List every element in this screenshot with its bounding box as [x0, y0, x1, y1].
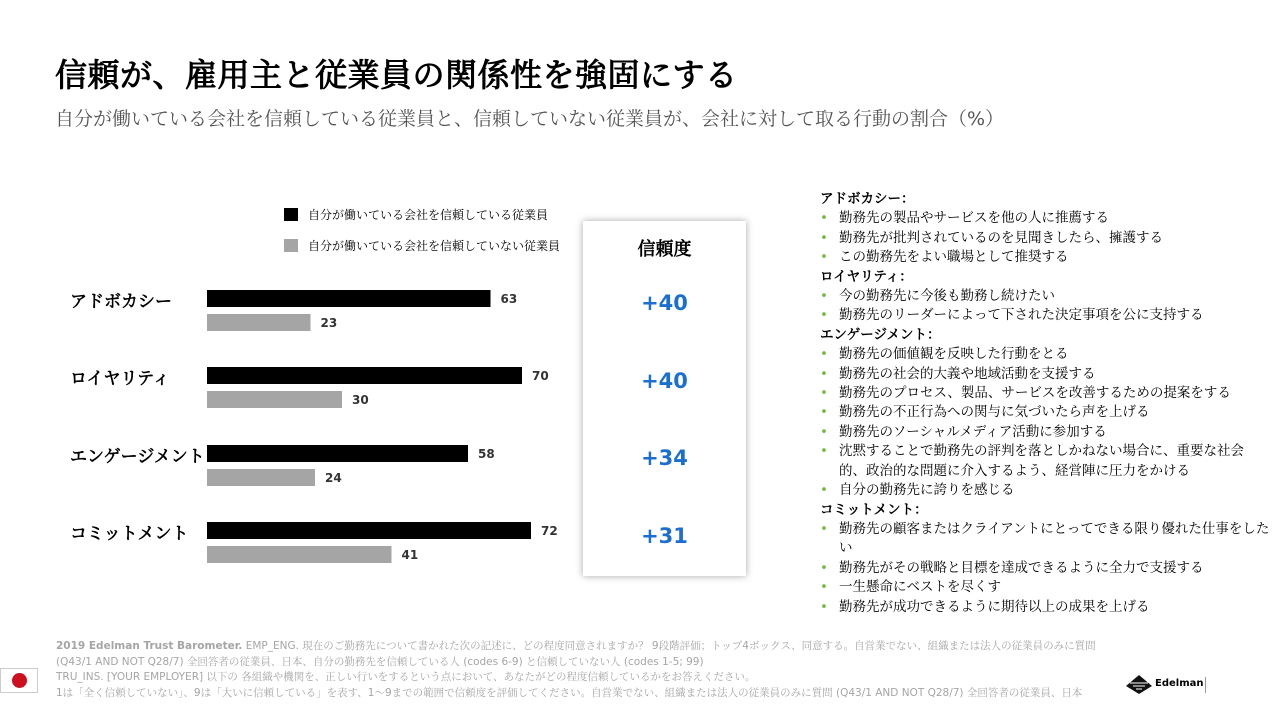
category-label-loyalty: ロイヤリティ [70, 369, 170, 389]
definition-item: • 勤務先が批判されているのを見聞きしたら、擁護する [820, 229, 1270, 248]
page-title: 信頼が、雇用主と従業員の関係性を強固にする [55, 56, 738, 94]
bar-loyalty-trust [207, 367, 522, 384]
footnote-line-1 [56, 639, 1096, 670]
definition-item: • 勤務先の製品やサービスを他の人に推薦する [820, 209, 1270, 228]
data-label-engagement-distrust: 24 [325, 471, 342, 485]
data-label-commitment-trust: 72 [541, 524, 558, 538]
legend-label-distrust: 自分が働いている会社を信頼していない従業員 [308, 239, 561, 253]
footnote [56, 639, 1096, 701]
bar-advocacy-trust [207, 290, 491, 307]
trust-value-commitment: +31 [641, 524, 688, 548]
footnote-line-2: TRU_INS. [YOUR EMPLOYER] 以下の 各組織や機関を、正しい行いをするという点において、あなたがどの程度信頼しているかをお答えください。 [56, 671, 756, 683]
trust-value-advocacy: +40 [641, 291, 688, 315]
definition-list-advocacy [820, 209, 1270, 267]
definition-item: • 勤務先のソーシャルメディア活動に参加する [820, 423, 1270, 442]
definition-item: • 勤務先の価値観を反映した行動をとる [820, 345, 1270, 364]
definition-item: • この勤務先をよい職場として推奨する [820, 248, 1270, 267]
definition-item: • 勤務先の不正行為への関与に気づいたら声を上げる [820, 403, 1270, 422]
bar-commitment-trust [207, 522, 531, 539]
definition-heading-engagement: エンゲージメント： [820, 326, 941, 343]
definition-item: • 一生懸命にベストを尽くす [820, 578, 1270, 597]
bar-commitment-distrust [207, 546, 392, 563]
trust-index-panel [583, 221, 746, 576]
definition-item: • 勤務先がその戦略と目標を達成できるように全力で支援する [820, 559, 1270, 578]
trust-value-loyalty: +40 [641, 369, 688, 393]
bar-engagement-trust [207, 445, 468, 462]
definition-item: • 勤務先のプロセス、製品、サービスを改善するための提案をする [820, 384, 1270, 403]
definition-item: • 勤務先が成功できるように期待以上の成果を上げる [820, 598, 1270, 617]
bar-engagement-distrust [207, 469, 315, 486]
definition-item: • 勤務先の社会的大義や地域活動を支援する [820, 365, 1270, 384]
category-label-commitment: コミットメント [70, 524, 189, 544]
definition-item: • 沈黙することで勤務先の評判を落としかねない場合に、重要な社会的、政治的な問題に介入するよう、経営陣に圧力をかける [820, 442, 1270, 481]
definition-heading-advocacy: アドボカシー： [820, 191, 915, 207]
data-label-advocacy-trust: 63 [500, 292, 518, 306]
logo-divider [1205, 677, 1206, 693]
bar-advocacy-distrust [207, 314, 311, 331]
definition-list-loyalty [820, 287, 1270, 326]
category-label-advocacy: アドボカシー [70, 292, 172, 312]
definition-item: • 今の勤務先に今後も勤務し続けたい [820, 287, 1270, 306]
trust-panel-title: 信頼度 [637, 239, 692, 260]
page-subtitle: 自分が働いている会社を信頼している従業員と、信頼していない従業員が、会社に対して取る行動の割合（%） [55, 108, 1005, 130]
japan-flag-icon [0, 668, 38, 693]
data-label-advocacy-distrust: 23 [320, 316, 338, 330]
definition-heading-commitment: コミットメント： [820, 501, 928, 518]
footnote-source: 2019 Edelman Trust Barometer. [56, 640, 243, 652]
data-label-loyalty-trust: 70 [532, 369, 549, 383]
flag-sun [12, 673, 27, 688]
bar-chart [0, 0, 580, 600]
edelman-logo-text: Edelman [1155, 677, 1204, 689]
data-label-engagement-trust: 58 [478, 447, 495, 461]
data-label-loyalty-distrust: 30 [352, 393, 369, 407]
definition-heading-loyalty: ロイヤリティ： [820, 268, 913, 285]
footnote-line-3: 1は「全く信頼していない」、9は「大いに信頼している」を表す、1〜9までの範囲で信頼度を評価してください。自営業でない、組織または法人の従業員のみに質問 (Q43/1 AND NOT Q28/7) 全回答者の従業員、日本 [56, 686, 1083, 699]
trust-value-engagement: +34 [641, 446, 688, 470]
legend-label-trust: 自分が働いている会社を信頼している従業員 [308, 208, 549, 222]
edelman-logo [1126, 672, 1204, 694]
definition-item: • 勤務先のリーダーによって下された決定事項を公に支持する [820, 306, 1270, 325]
data-label-commitment-distrust: 41 [401, 548, 419, 562]
category-label-engagement: エンゲージメント [70, 447, 205, 467]
footnote-question: EMP_ENG. 現在のご勤務先について書かれた次の記述に、どの程度同意されますか？ 9段階評価；トップ4ボックス、同意する。自営業でない、組織または法人の従業員のみに質問 (Q43/1 AND NOT Q28/7) 全回答者の従業員、日本、自分の勤務先を信頼している人 (codes 6-9) と信頼していない人 (codes 1-5; 99) [56, 640, 1096, 668]
definition-item: • 勤務先の顧客またはクライアントにとってできる限り優れた仕事をしたい [820, 520, 1270, 559]
edelman-logo-mark-icon [1126, 672, 1152, 694]
definition-item: • 自分の勤務先に誇りを感じる [820, 481, 1270, 500]
definition-list-commitment [820, 520, 1270, 617]
definitions-panel [820, 190, 1270, 617]
bar-loyalty-distrust [207, 391, 342, 408]
definition-list-engagement [820, 345, 1270, 500]
